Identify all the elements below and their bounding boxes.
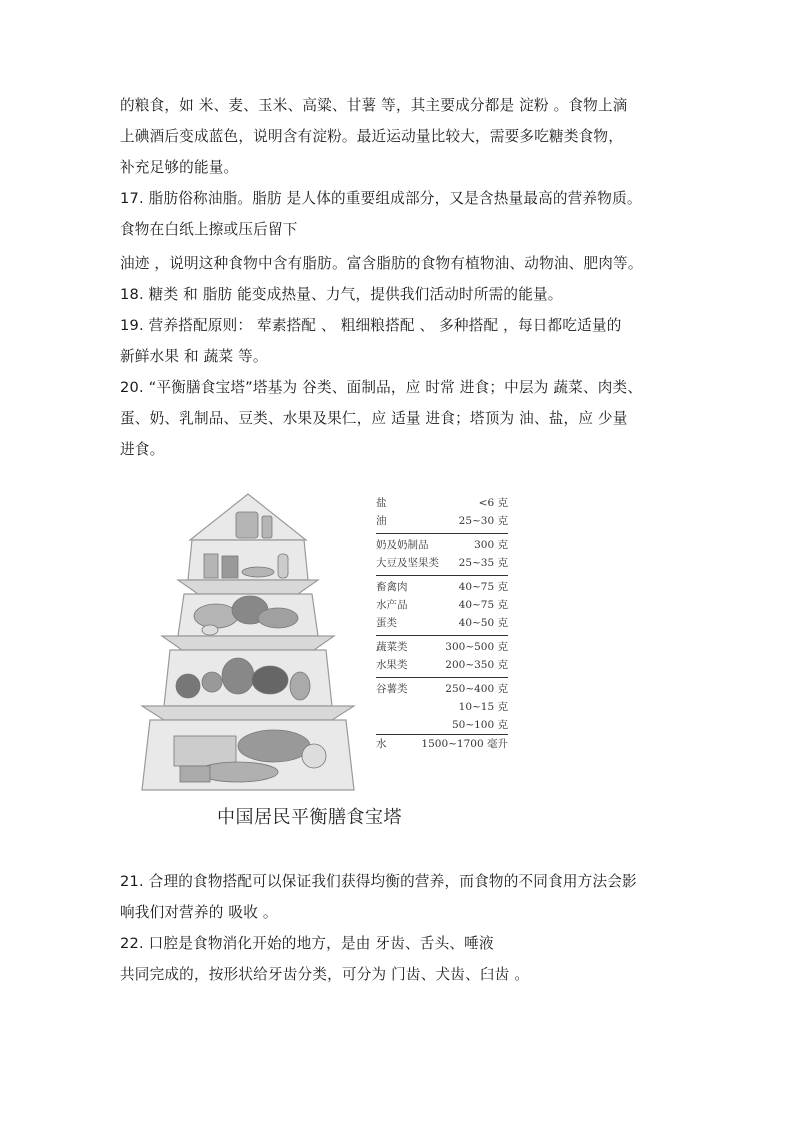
food-name: 油 bbox=[376, 515, 387, 527]
food-name: 畜禽肉 bbox=[376, 581, 408, 593]
food-amount: 40~75 克 bbox=[458, 599, 508, 611]
food-amount: 40~75 克 bbox=[458, 581, 508, 593]
food-amount: 200~350 克 bbox=[445, 659, 508, 671]
paragraph-line: 20. “平衡膳食宝塔”塔基为 谷类、面制品，应 时常 进食；中层为 蔬菜、肉类、 bbox=[120, 379, 643, 396]
food-amount: 250~400 克 bbox=[445, 683, 508, 695]
paragraph-line: 食物在白纸上擦或压后留下 bbox=[120, 221, 298, 238]
food-pyramid-illustration bbox=[118, 490, 378, 795]
paragraph-line: 17. 脂肪俗称油脂。脂肪 是人体的重要组成部分，又是含热量最高的营养物质。 bbox=[120, 190, 642, 207]
food-name: 奶及奶制品 bbox=[376, 539, 429, 551]
paragraph-line: 共同完成的，按形状给牙齿分类，可分为 门齿、犬齿、臼齿 。 bbox=[120, 966, 530, 983]
food-name: 水果类 bbox=[376, 659, 408, 671]
paragraph-line: 的粮食，如 米、麦、玉米、高粱、甘薯 等，其主要成分都是 淀粉 。食物上滴 bbox=[120, 97, 628, 114]
paragraph-line: 新鲜水果 和 蔬菜 等。 bbox=[120, 348, 268, 365]
paragraph-line: 油迹 ，说明这种食物中含有脂肪。富含脂肪的食物有植物油、动物油、肥肉等。 bbox=[120, 255, 643, 272]
paragraph-line: 蛋、奶、乳制品、豆类、水果及果仁，应 适量 进食；塔顶为 油、盐，应 少量 bbox=[120, 410, 628, 427]
food-amount: 10~15 克 bbox=[458, 701, 508, 713]
table-row bbox=[376, 512, 508, 530]
figure-caption: 中国居民平衡膳食宝塔 bbox=[217, 807, 402, 828]
food-name: 水 bbox=[376, 738, 387, 750]
paragraph-line: 响我们对营养的 吸收 。 bbox=[120, 904, 278, 921]
table-row bbox=[376, 596, 508, 614]
intake-table bbox=[376, 492, 508, 756]
food-amount: 300 克 bbox=[474, 539, 508, 551]
paragraph-line: 21. 合理的食物搭配可以保证我们获得均衡的营养，而食物的不同食用方法会影 bbox=[120, 873, 637, 890]
table-row bbox=[376, 680, 508, 698]
food-amount: 1500~1700 毫升 bbox=[421, 738, 508, 750]
group-meat-fish-egg bbox=[376, 576, 508, 636]
table-row bbox=[376, 536, 508, 554]
food-pyramid-figure bbox=[118, 490, 518, 810]
paragraph-line: 进食。 bbox=[120, 441, 165, 458]
table-row bbox=[376, 578, 508, 596]
food-amount: 50~100 克 bbox=[451, 719, 508, 731]
table-row bbox=[376, 614, 508, 632]
food-name: 蛋类 bbox=[376, 617, 397, 629]
food-amount: 40~50 克 bbox=[458, 617, 508, 629]
group-grain-water bbox=[376, 678, 508, 756]
group-dairy-soy bbox=[376, 534, 508, 576]
table-row bbox=[376, 494, 508, 512]
group-vegetable-fruit bbox=[376, 636, 508, 678]
table-row bbox=[376, 656, 508, 674]
table-row bbox=[376, 698, 508, 716]
food-amount: <6 克 bbox=[478, 497, 508, 509]
food-amount: 25~30 克 bbox=[458, 515, 508, 527]
food-name: 水产品 bbox=[376, 599, 408, 611]
food-amount: 300~500 克 bbox=[445, 641, 508, 653]
paragraph-line: 补充足够的能量。 bbox=[120, 159, 239, 176]
table-row bbox=[376, 716, 508, 735]
food-name: 大豆及坚果类 bbox=[376, 557, 439, 569]
paragraph-line: 19. 营养搭配原则： 荤素搭配 、 粗细粮搭配 、 多种搭配 ，每日都吃适量的 bbox=[120, 317, 622, 334]
table-row bbox=[376, 735, 508, 753]
paragraph-line: 22. 口腔是食物消化开始的地方，是由 牙齿、舌头、唾液 bbox=[120, 935, 494, 952]
paragraph-line: 上碘酒后变成蓝色，说明含有淀粉。最近运动量比较大，需要多吃糖类食物， bbox=[120, 128, 623, 145]
food-name: 蔬菜类 bbox=[376, 641, 408, 653]
food-name: 盐 bbox=[376, 497, 387, 509]
paragraph-line: 18. 糖类 和 脂肪 能变成热量、力气，提供我们活动时所需的能量。 bbox=[120, 286, 563, 303]
table-row bbox=[376, 554, 508, 572]
food-amount: 25~35 克 bbox=[458, 557, 508, 569]
food-name: 谷薯类 bbox=[376, 683, 408, 695]
table-row bbox=[376, 638, 508, 656]
group-salt-oil bbox=[376, 492, 508, 534]
